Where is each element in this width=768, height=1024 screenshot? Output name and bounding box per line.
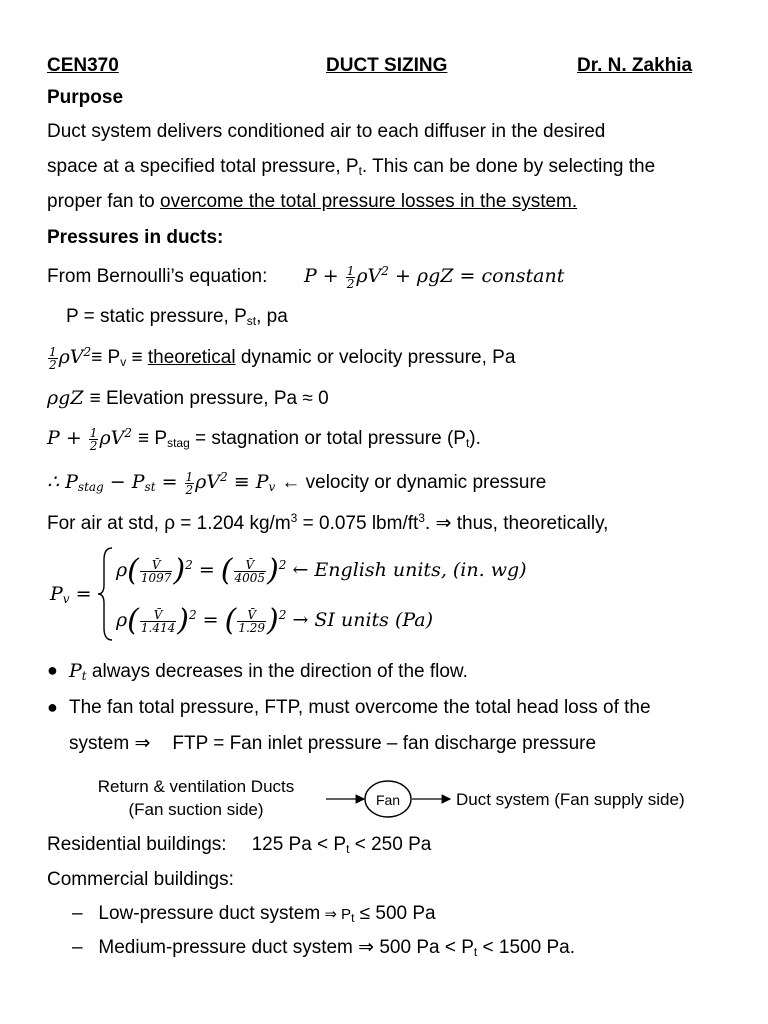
dynamic-pressure-line: $\frac{1}{2}$ $\rho V^2\equiv P_v$ ≡ theoretical dynamic or velocity pressure, Pa	[49, 344, 516, 372]
low-pressure-item: – Low-pressure duct system ⇒ $P_t \le 500$ Pa	[72, 903, 436, 925]
diagram-return-ducts: Return & ventilation Ducts (Fan suction side)	[97, 777, 295, 819]
bernoulli-line: From Bernoulli’s equation: P + $\frac{1}{2}$ $\rho V^2 + \rho gZ$ = constant	[47, 263, 565, 291]
bullet-fan-total-pressure: The fan total pressure, FTP, must overcome the total head loss of the	[69, 697, 651, 718]
elevation-pressure-line: ρgZ ≡ Elevation pressure, Pa ≈ 0	[47, 387, 329, 409]
course-code: CEN370	[47, 55, 119, 76]
air-standard-line: For air at std, ρ = 1.204 $kg/m^3 = 0.075$ lbm/$ft^3$. ⇒ thus, theoretically,	[47, 511, 609, 534]
bullet-total-pressure: $P_t$ always decreases in the direction of the flow.	[69, 660, 468, 683]
purpose-line-2: space at a specified total pressure, $P_t$. This can be done by selecting the	[47, 156, 656, 178]
author-name: Dr. N. Zakhia	[577, 55, 693, 76]
document-page: CEN370 DUCT SIZING Dr. N. Zakhia Purpose Duct system delivers conditioned air to each diffuser in the desired space at a specified total pressure, $P_t$. This can be done by selecting the proper fan to overcome the total pressure losses in the system. Pressures in ducts: From Bernoulli’s equation: P + $\frac{1}{2}$ $\rho V^2 + \rho gZ$ = constant P = static pressure, $P_{st}$, pa $\frac{1}{2}$ $\rho V^2\equiv P_v$ ≡ theoretical dynamic or velocity pressure, Pa ρgZ ≡ Elevation pressure, Pa ≈ 0 P + $\frac{1}{2}$ $\rho V^2 \equiv P_{stag}$ = stagnation or total pressure $(P_t)$. ∴ $P_{stag} - P_{st}$ = $\frac{1}{2}$ $\rho V^2 \equiv P_v$ ← velocity or dynamic pressure For air at std, ρ = 1.204 $kg/m^3 = 0.075$ lbm/$ft^3$. ⇒ thus, theoretically, $P_v$ = ρ( $\frac{V̄}{1097}$ )$^2$ = ( $\frac{V̄}{4005}$ )$^2$ ← English units, (in. wg) ρ( $\frac{V̄}{1.414}$ )$^2$ = ( $\frac{V̄}{1.29}$ )$^2$ → SI units (Pa) ● $P_t$ always decreases in the direction of the flow. ● The fan total pressure, FTP, must overcome the total head loss of the system ⇒ FTP = Fan inlet pressure – fan discharge pressure Return & ventilation Ducts (Fan suction side) Fan Duct system (Fan supply side) Residential buildings: 125 $Pa < P_t < 250$ Pa Commercial buildings: – Low-pressure duct system ⇒ $P_t \le 500$ Pa – Medium-pressure duct system ⇒ 500 $Pa < P_t < 1500$ Pa.	[0, 0, 768, 1024]
bullet-dot: ●	[47, 660, 58, 680]
therefore-line: ∴ $P_{stag} - P_{st}$ = $\frac{1}{2}$ $\rho V^2 \equiv P_v$ ← velocity or dynamic pressure	[47, 469, 547, 497]
bernoulli-equation: P + $\frac{1}{2}$ $\rho V^2 + \rho gZ$ = constant	[303, 263, 565, 291]
bullet-fan-total-pressure-cont: system ⇒ FTP = Fan inlet pressure – fan discharge pressure	[69, 733, 597, 754]
diagram-duct-system: Duct system (Fan supply side)	[456, 790, 685, 809]
document-title: DUCT SIZING	[326, 55, 448, 76]
commercial-heading: Commercial buildings:	[47, 869, 234, 890]
static-pressure-line: P = static pressure, $P_{st}$, pa	[66, 306, 288, 328]
residential-line: Residential buildings: 125 $Pa < P_t < 250$ Pa	[47, 834, 432, 856]
purpose-line-1: Duct system delivers conditioned air to each diffuser in the desired	[47, 121, 606, 142]
pressures-heading: Pressures in ducts:	[47, 227, 224, 248]
purpose-heading: Purpose	[47, 87, 124, 108]
stagnation-pressure-line: P + $\frac{1}{2}$ $\rho V^2 \equiv P_{stag}$ = stagnation or total pressure $(P_t)$.	[47, 425, 481, 453]
bullet-dot: ●	[47, 697, 58, 717]
purpose-line-3: proper fan to overcome the total pressure losses in the system.	[47, 191, 578, 212]
medium-pressure-item: – Medium-pressure duct system ⇒ 500 $Pa < P_t < 1500$ Pa.	[72, 937, 575, 959]
diagram-fan-label: Fan	[375, 792, 401, 808]
